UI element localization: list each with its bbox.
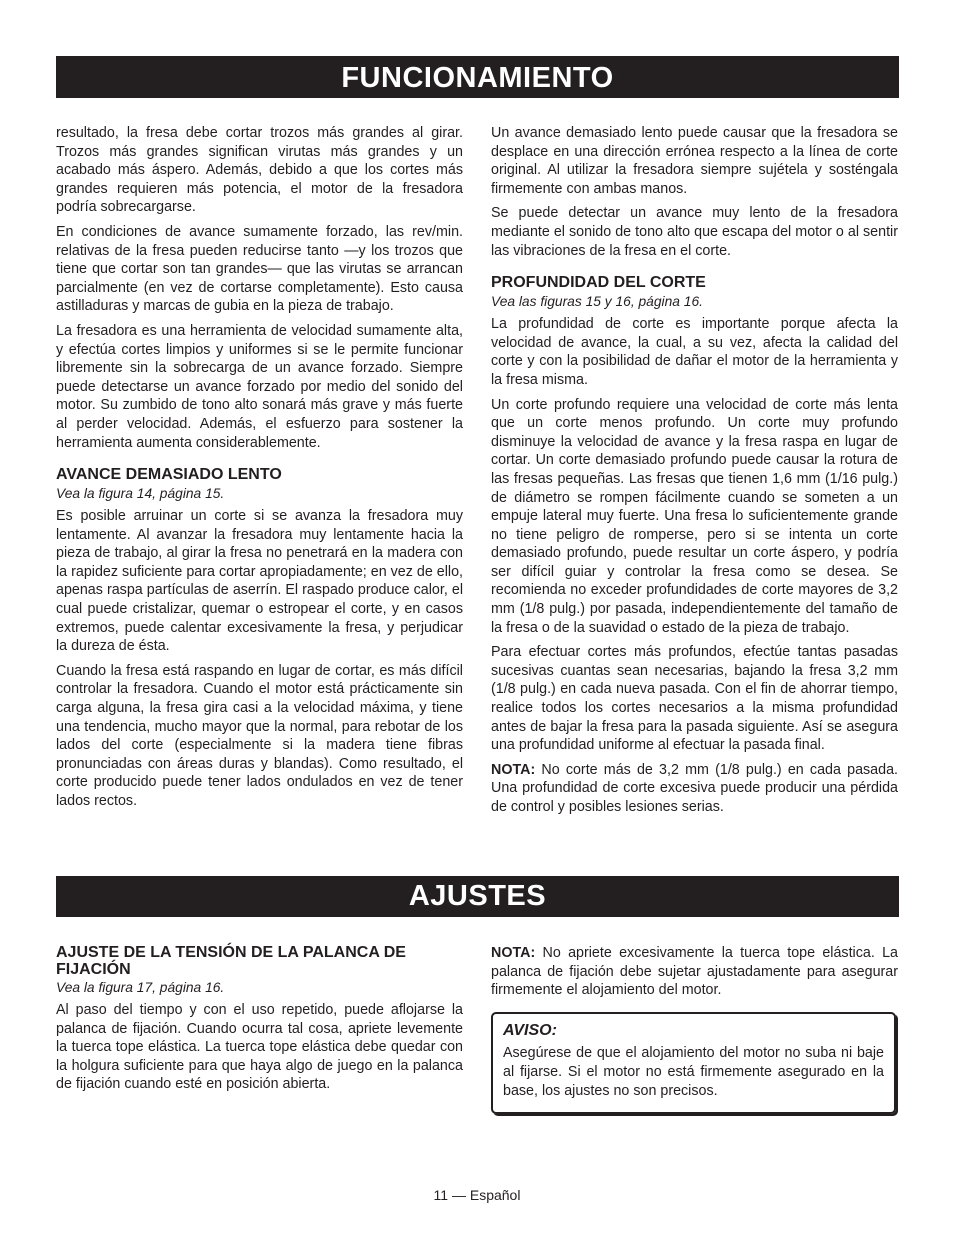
paragraph: resultado, la fresa debe cortar trozos más grandes al girar. Trozos más grandes significan virutas más grandes y un acabado más áspero. Además, debido a que los cortes más grandes requieren más potencia, el motor de la fresadora podría sobrecargarse. bbox=[56, 125, 463, 216]
note-label: NOTA: bbox=[491, 945, 536, 961]
note-label: NOTA: bbox=[491, 761, 536, 778]
paragraph: En condiciones de avance sumamente forzado, las rev/min. relativas de la fresa pueden reducirse tanto —y los trozos que tiene que cortar son tan grandes— que las virutas se arrancan parcialmente (en vez de cortarse completamente). Esto causa astilladuras y marcas de gubia en la pieza de trabajo. bbox=[56, 223, 463, 315]
paragraph: La profundidad de corte es importante porque afecta la velocidad de avance, la cual, a su vez, afecta la calidad del corte y con la posibilidad de dañar el motor de la herramienta y la fresa misma. bbox=[491, 316, 898, 388]
heading-ajuste-tension: AJUSTE DE LA TENSIÓN DE LA PALANCA DE FIJACIÓN bbox=[56, 944, 406, 978]
column-right-bottom bbox=[491, 944, 898, 1114]
paragraph: Para efectuar cortes más profundos, efectúe tantas pasadas sucesivas cuantas sean necesarias, bajando la fresa 3,2 mm (1/8 pulg.) en cada nueva pasada. Con el fin de ahorrar tiempo, realice todos los cortes necesarios a la misma profundidad antes de bajar la fresa para la pasada siguiente. Así se asegura una profundidad uniforme al efectuar la pasada final. bbox=[491, 644, 898, 754]
heading-profundidad: PROFUNDIDAD DEL CORTE bbox=[491, 274, 706, 292]
paragraph: Un avance demasiado lento puede causar que la fresadora se desplace en una dirección errónea respecto a la línea de corte original. Al utilizar la fresadora siempre sujétela y sosténgala firmemente con ambas manos. bbox=[491, 125, 898, 197]
heading-avance-lento: AVANCE DEMASIADO LENTO bbox=[56, 466, 282, 484]
figure-reference: Vea la figura 14, página 15. bbox=[56, 486, 225, 502]
paragraph: Es posible arruinar un corte si se avanza la fresadora muy lentamente. Al avanzar la fresadora muy lentamente hacia la pieza de trabajo, al girar la fresa no penetrará en la madera con la rapidez suficiente para cortar apropiadamente; en vez de ello, apenas raspa partículas de aserrín. El raspado produce calor, el cual puede cristalizar, quemar o estropear el corte, y en casos extremos, puede calentar excesivamente la fresa, y perjudicar la dureza de ésta. bbox=[56, 508, 463, 655]
column-left-bottom bbox=[56, 944, 463, 1100]
warning-text: Asegúrese de que el alojamiento del motor no suba ni baje al fijarse. Si el motor no está firmemente asegurado en la base, los ajustes no son precisos. bbox=[503, 1045, 884, 1099]
paragraph: Un corte profundo requiere una velocidad de corte más lenta que un corte menos profundo. Un corte muy profundo disminuye la velocidad de avance y la fresa raspa en lugar de cortar. Un corte demasiado profundo puede causar la rotura de las fresas pequeñas. Las fresas que tienen 1,6 mm (1/16 pulg.) de diámetro se rompen fácilmente cuando se someten a un empuje lateral muy fuerte. Una fresa lo suficientemente grande no tiene peligro de romperse, pero si se intenta un corte demasiado profundo, puede resultar un corte áspero, y podría ser difícil guiar y controlar la fresa como se desea. Se recomienda no exceder profundidades de corte mayores de 3,2 mm (1/8 pulg.) por pasada, independientemente del tamaño de la fresa o de la suavidad o estado de la pieza de trabajo. bbox=[491, 396, 898, 636]
column-right-top bbox=[491, 124, 898, 823]
note-paragraph bbox=[491, 944, 898, 1000]
section-header-ajustes: AJUSTES bbox=[56, 876, 899, 917]
figure-reference: Vea las figuras 15 y 16, página 16. bbox=[491, 294, 703, 310]
figure-reference: Vea la figura 17, página 16. bbox=[56, 980, 225, 995]
note-paragraph bbox=[491, 761, 898, 817]
page-footer: 11 — Español bbox=[433, 1187, 521, 1203]
section-header-funcionamiento: FUNCIONAMIENTO bbox=[56, 56, 899, 98]
note-text: No corte más de 3,2 mm (1/8 pulg.) en cada pasada. Una profundidad de corte excesiva puede producir una pérdida de control y posibles lesiones serias. bbox=[491, 761, 898, 815]
paragraph: La fresadora es una herramienta de velocidad sumamente alta, y efectúa cortes limpios y uniformes si se le permite funcionar libremente sin la sobrecarga de un avance forzado. Siempre puede detectarse un avance forzado por medio del sonido del motor. Su zumbido de tono alto sonará más grave y más fuerte al perder velocidad. Además, el esfuerzo para sostener la herramienta aumenta considerablemente. bbox=[56, 322, 463, 451]
column-left-top bbox=[56, 124, 463, 817]
warning-box bbox=[491, 1012, 896, 1114]
paragraph: Cuando la fresa está raspando en lugar de cortar, es más difícil controlar la fresadora. Cuando el motor está prácticamente sin carga alguna, la fresa gira casi a la velocidad máxima, y tiene una tendencia, mucho mayor que la normal, para rebotar de los lados del corte (especialmente si la madera tiene fibras pronunciadas con áreas duras y blandas). Como resultado, el corte producido puede tener lados ondulados en vez de tener lados rectos. bbox=[56, 662, 463, 809]
warning-title: AVISO: bbox=[503, 1021, 557, 1039]
note-text: No apriete excesivamente la tuerca tope elástica. La palanca de fijación debe sujetar ajustadamente para asegurar firmemente el alojamiento del motor. bbox=[491, 945, 898, 999]
paragraph: Al paso del tiempo y con el uso repetido, puede aflojarse la palanca de fijación. Cuando ocurra tal cosa, apriete levemente la tuerca tope elástica. La tuerca tope elástica debe quedar con la holgura suficiente para que haya algo de juego en la palanca de fijación cuando esté en posición abierta. bbox=[56, 1002, 463, 1093]
paragraph: Se puede detectar un avance muy lento de la fresadora mediante el sonido de tono alto que escapa del motor o al sentir las vibraciones de la fresa en el corte. bbox=[491, 205, 898, 259]
